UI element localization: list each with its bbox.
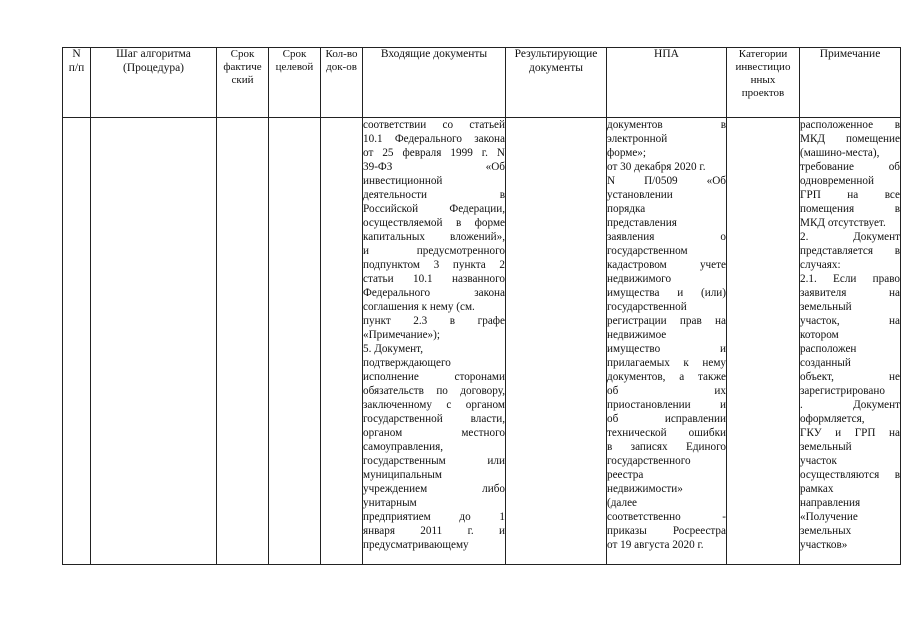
cell-term-actual [217, 118, 269, 565]
text-line: недвижимости» [607, 483, 683, 495]
text-line: 10.1 Федерального закона [363, 133, 505, 145]
cell-note [800, 118, 901, 565]
text-line: оформляется, [800, 413, 865, 425]
cell-num [63, 118, 91, 565]
cell-term-target [269, 118, 321, 565]
text-line: документы [529, 61, 583, 74]
text-line: электронной [607, 133, 668, 145]
text-line: одновременной [800, 175, 874, 187]
npa-text [607, 118, 726, 552]
text-line: объект, не [800, 371, 900, 383]
table-row [63, 118, 901, 565]
text-line: осуществляемой в форме [363, 217, 505, 229]
text-line: от 25 февраля 1999 г. N [363, 147, 505, 159]
text-line: капитальных вложений», [363, 231, 505, 243]
text-line: фактиче [223, 61, 262, 73]
text-line: Срок [282, 48, 307, 60]
text-line: от 30 декабря 2020 г. [607, 161, 706, 173]
text-line: док-ов [326, 61, 357, 73]
text-line: от 19 августа 2020 г. [607, 539, 704, 551]
text-line: Федерального закона [363, 287, 505, 299]
text-line: проектов [741, 87, 785, 99]
text-line: самоуправления, [363, 441, 444, 453]
text-line: 2. Документ [800, 231, 900, 243]
text-line: заявителя на [800, 287, 900, 299]
text-line: января 2011 г. и [363, 525, 505, 537]
incoming-docs-text [363, 118, 505, 552]
cell-result-docs [506, 118, 607, 565]
text-line: инвестицио [735, 61, 791, 73]
text-line: представляется в [800, 245, 900, 257]
algorithm-table [62, 47, 901, 565]
cell-npa [607, 118, 727, 565]
text-line: МКД отсутствует. [800, 217, 886, 229]
text-line: п/п [68, 61, 85, 74]
text-line: МКД помещение [800, 133, 900, 145]
header-term-target [269, 48, 321, 118]
text-line: в записях Единого [607, 441, 726, 453]
text-line: учреждением либо [363, 483, 505, 495]
text-line: приостановлении и [607, 399, 726, 411]
text-line: государственной [607, 301, 687, 313]
text-line: Срок [230, 48, 255, 60]
text-line: об их [607, 385, 726, 397]
text-line: . Документ [800, 399, 900, 411]
text-line: Кол-во [325, 48, 358, 60]
text-line: земельных [800, 525, 852, 537]
text-line: созданный [800, 357, 851, 369]
text-line: соглашения к нему (см. [363, 301, 475, 313]
cell-incoming-docs [363, 118, 506, 565]
text-line: «Примечание»); [363, 329, 440, 341]
text-line: государственным или [363, 455, 505, 467]
text-line: рамках [800, 483, 834, 495]
text-line: 39-ФЗ «Об [363, 161, 505, 173]
text-line: и предусмотренного [363, 245, 505, 257]
text-line: земельный [800, 301, 852, 313]
text-line: направления [800, 497, 861, 509]
text-line: ский [231, 74, 254, 86]
text-line: соответствии со статьей [363, 119, 505, 131]
text-line: заявления о [607, 231, 726, 243]
text-line: N [72, 48, 81, 60]
text-line: нных [750, 74, 776, 86]
document-page [62, 47, 900, 565]
text-line: имущество и [607, 343, 726, 355]
text-line: земельный [800, 441, 852, 453]
text-line: требование об [800, 161, 900, 173]
cell-doc-count [321, 118, 363, 565]
text-line: установлении [607, 189, 673, 201]
text-line: Российской Федерации, [363, 203, 505, 215]
text-line: предусматривающему [363, 539, 469, 551]
text-line: 2.1. Если право [800, 273, 900, 285]
text-line: документов, а также [607, 371, 726, 383]
header-doc-count [321, 48, 363, 118]
text-line: государственном [607, 245, 688, 257]
text-line: технической ошибки [607, 427, 726, 439]
text-line: Категории [738, 48, 788, 60]
text-line: недвижимого [607, 273, 672, 285]
text-line: порядка [607, 203, 646, 215]
text-line: регистрации прав на [607, 315, 726, 327]
text-line: об исправлении [607, 413, 726, 425]
text-line: Входящие документы [380, 48, 488, 60]
text-line: имущества и (или) [607, 287, 726, 299]
header-num [63, 48, 91, 118]
text-line: Шаг алгоритма [116, 48, 191, 60]
text-line: заключенному с органом [363, 399, 505, 411]
text-line: исполнение сторонами [363, 371, 505, 383]
text-line: органом местного [363, 427, 505, 439]
text-line: статьи 10.1 названного [363, 273, 505, 285]
text-line: недвижимое [607, 329, 667, 341]
cell-step [91, 118, 217, 565]
header-step [91, 48, 217, 118]
text-line: ГРП на все [800, 189, 900, 201]
text-line: зарегистрировано [800, 385, 885, 397]
header-categories [727, 48, 800, 118]
table-header-row [63, 48, 901, 118]
text-line: (Процедура) [122, 61, 185, 74]
text-line: котором [800, 329, 839, 341]
text-line: НПА [654, 48, 679, 60]
text-line: (машино-места), [800, 147, 880, 159]
text-line: ГКУ и ГРП на [800, 427, 900, 439]
text-line: (далее [607, 497, 637, 509]
text-line: прилагаемых к нему [607, 357, 726, 369]
text-line: Примечание [819, 48, 881, 60]
text-line: форме»; [607, 147, 647, 159]
header-result-docs [506, 48, 607, 118]
text-line: 5. Документ, [363, 343, 424, 355]
text-line: обязательств по договору, [363, 385, 505, 397]
text-line: унитарным [363, 497, 417, 509]
text-line: предприятием до 1 [363, 511, 505, 523]
header-term-actual [217, 48, 269, 118]
header-npa [607, 48, 727, 118]
text-line: участок [800, 455, 837, 467]
text-line: соответственно - [607, 511, 726, 523]
text-line: расположен [800, 343, 857, 355]
header-incoming-docs [363, 48, 506, 118]
text-line: участок, на [800, 315, 900, 327]
header-note [800, 48, 901, 118]
text-line: случаях: [800, 259, 841, 271]
text-line: муниципальным [363, 469, 442, 481]
text-line: приказы Росреестра [607, 525, 726, 537]
text-line: осуществляются в [800, 469, 900, 481]
text-line: инвестиционной [363, 175, 443, 187]
text-line: реестра [607, 469, 644, 481]
text-line: государственной власти, [363, 413, 505, 425]
text-line: расположенное в [800, 119, 900, 131]
text-line: государственного [607, 455, 691, 467]
text-line: документов в [607, 119, 726, 131]
text-line: подтверждающего [363, 357, 451, 369]
text-line: помещения в [800, 203, 900, 215]
note-text [800, 118, 900, 552]
text-line: пункт 2.3 в графе [363, 315, 505, 327]
text-line: N П/0509 «Об [607, 175, 726, 187]
cell-categories [727, 118, 800, 565]
text-line: представления [607, 217, 677, 229]
text-line: подпунктом 3 пункта 2 [363, 259, 505, 271]
text-line: кадастровом учете [607, 259, 726, 271]
text-line: участков» [800, 539, 848, 551]
text-line: целевой [275, 61, 314, 73]
text-line: «Получение [800, 511, 858, 523]
text-line: Результирующие [514, 48, 598, 60]
text-line: деятельности в [363, 189, 505, 201]
